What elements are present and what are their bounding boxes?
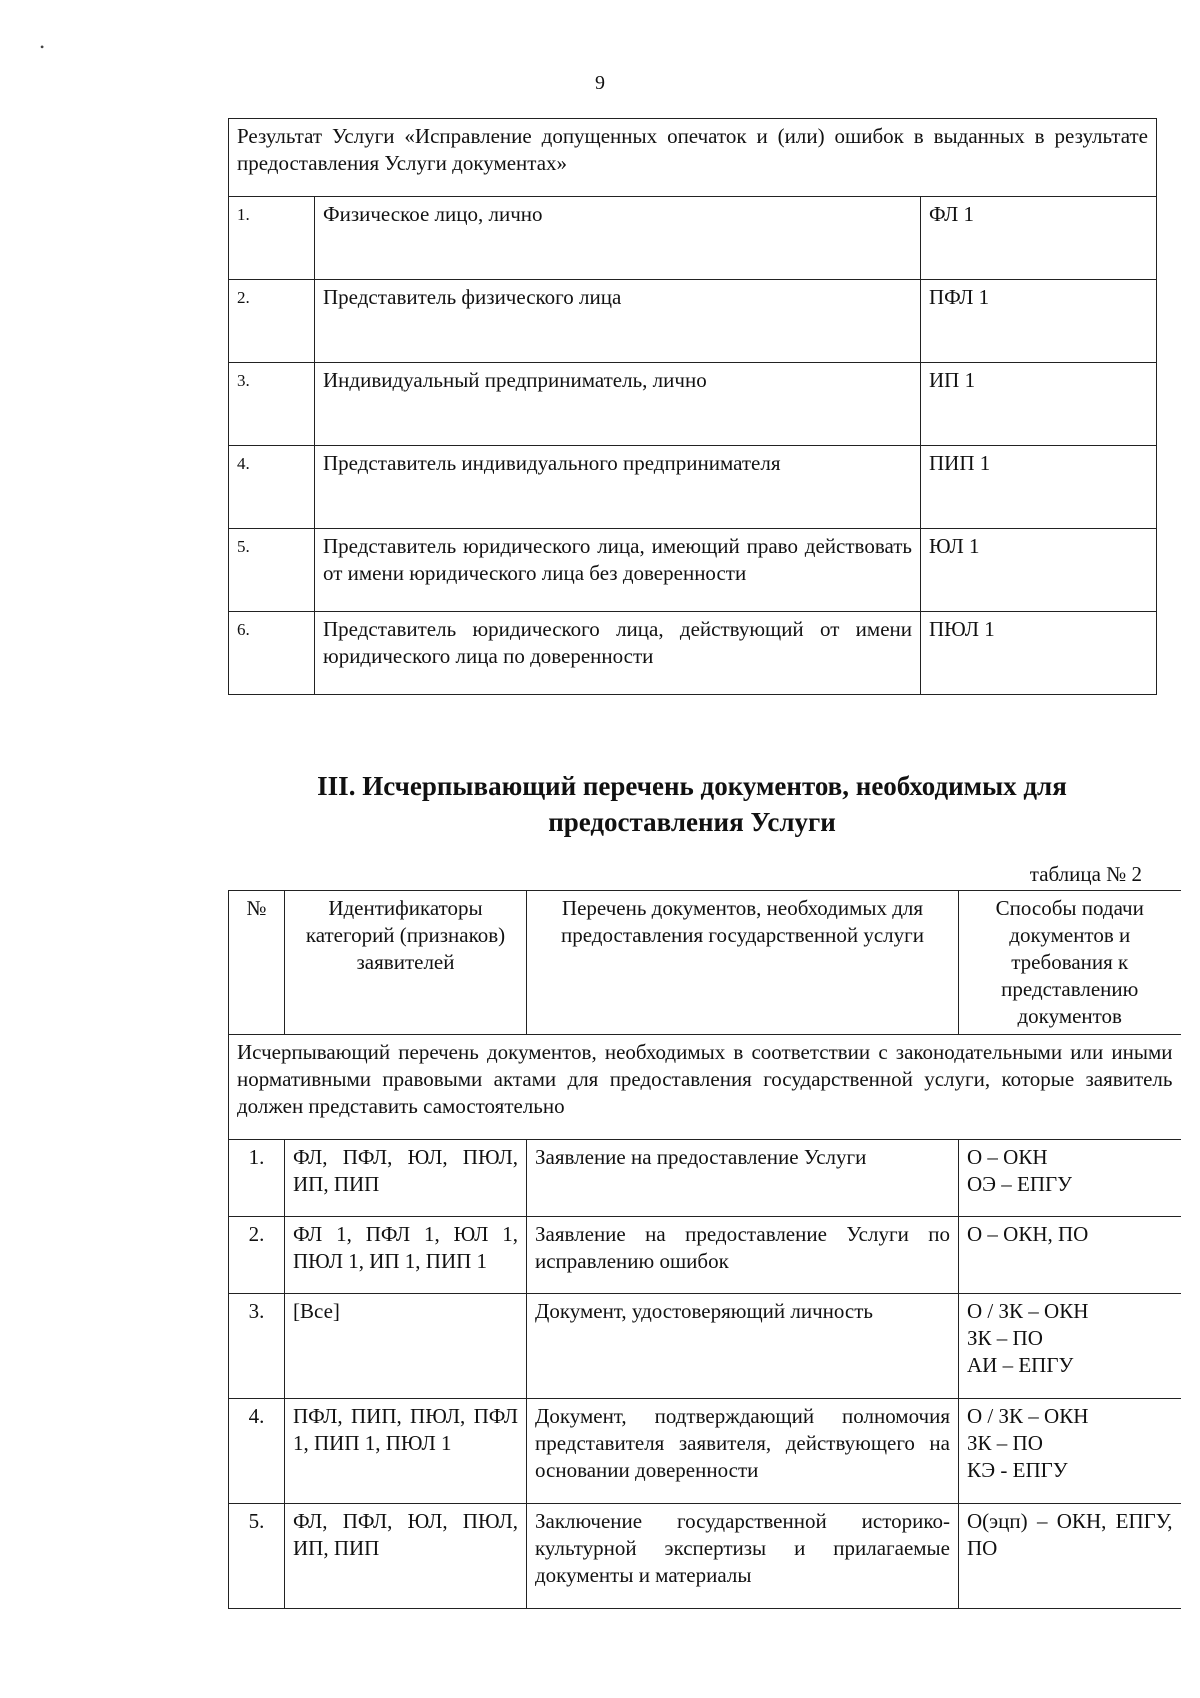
row-description: Представитель индивидуального предпринимателя: [315, 446, 921, 529]
row-methods: [959, 1140, 1181, 1217]
row-description: Представитель юридического лица, имеющий право действовать от имени юридического лица без доверенности: [315, 529, 921, 612]
row-identifiers: ФЛ, ПФЛ, ЮЛ, ПЮЛ, ИП, ПИП: [285, 1140, 527, 1217]
table-row: [229, 280, 1157, 363]
method-line: ЗК – ПО: [967, 1326, 1043, 1350]
row-methods: [959, 1294, 1181, 1399]
table-label: таблица № 2: [1029, 862, 1142, 886]
method-line: ОЭ – ЕПГУ: [967, 1172, 1073, 1196]
row-code: ПФЛ 1: [921, 280, 1157, 363]
method-line: О(эцп) – ОКН, ЕПГУ, ПО: [967, 1509, 1173, 1560]
result-table-header: Результат Услуги «Исправление допущенных опечаток и (или) ошибок в выданных в результате предоставления Услуги документах»: [229, 119, 1157, 197]
table-row: [229, 446, 1157, 529]
row-number: 4.: [229, 446, 315, 529]
header-number: №: [229, 891, 285, 1035]
table-row: [229, 197, 1157, 280]
row-number: 5.: [229, 529, 315, 612]
row-number: 2.: [229, 280, 315, 363]
row-description: Представитель юридического лица, действующий от имени юридического лица по доверенности: [315, 612, 921, 695]
section-span-text: Исчерпывающий перечень документов, необходимых в соответствии с законодательными или иными нормативными правовыми актами для предоставления государственной услуги, которые заявитель должен представить самостоятельно: [229, 1035, 1181, 1140]
scan-speck: •: [40, 40, 45, 54]
row-code: ПИП 1: [921, 446, 1157, 529]
method-line: КЭ - ЕПГУ: [967, 1458, 1068, 1482]
header-methods: Способы подачи документов и требования к представлению документов: [959, 891, 1181, 1035]
row-number: 4.: [229, 1399, 285, 1504]
row-number: 2.: [229, 1217, 285, 1294]
row-code: ПЮЛ 1: [921, 612, 1157, 695]
table-row: [229, 1140, 1181, 1217]
documents-table: [228, 890, 1181, 1609]
table-row: [229, 1294, 1181, 1399]
method-line: О – ОКН, ПО: [967, 1222, 1089, 1246]
result-table: [228, 118, 1157, 695]
row-number: 1.: [229, 197, 315, 280]
row-document: Заявление на предоставление Услуги: [527, 1140, 959, 1217]
row-methods: [959, 1217, 1181, 1294]
row-number: 3.: [229, 1294, 285, 1399]
row-number: 5.: [229, 1504, 285, 1609]
method-line: О – ОКН: [967, 1145, 1048, 1169]
row-document: Заключение государственной историко-культурной экспертизы и прилагаемые документы и материалы: [527, 1504, 959, 1609]
table-section-row: [229, 1035, 1181, 1140]
method-line: ЗК – ПО: [967, 1431, 1043, 1455]
row-code: ИП 1: [921, 363, 1157, 446]
row-identifiers: [Все]: [285, 1294, 527, 1399]
row-document: Документ, удостоверяющий личность: [527, 1294, 959, 1399]
row-number: 1.: [229, 1140, 285, 1217]
page-number: 9: [595, 72, 605, 94]
row-number: 6.: [229, 612, 315, 695]
method-line: О / ЗК – ОКН: [967, 1404, 1089, 1428]
row-methods: [959, 1399, 1181, 1504]
table-row: [229, 1504, 1181, 1609]
header-identifiers: Идентификаторы категорий (признаков) заявителей: [285, 891, 527, 1035]
row-document: Заявление на предоставление Услуги по исправлению ошибок: [527, 1217, 959, 1294]
row-identifiers: ПФЛ, ПИП, ПЮЛ, ПФЛ 1, ПИП 1, ПЮЛ 1: [285, 1399, 527, 1504]
row-number: 3.: [229, 363, 315, 446]
row-identifiers: ФЛ, ПФЛ, ЮЛ, ПЮЛ, ИП, ПИП: [285, 1504, 527, 1609]
row-description: Индивидуальный предприниматель, лично: [315, 363, 921, 446]
table-header-row: [229, 891, 1181, 1035]
row-code: ЮЛ 1: [921, 529, 1157, 612]
method-line: О / ЗК – ОКН: [967, 1299, 1089, 1323]
table-row: [229, 612, 1157, 695]
row-methods: [959, 1504, 1181, 1609]
row-description: Представитель физического лица: [315, 280, 921, 363]
row-document: Документ, подтверждающий полномочия представителя заявителя, действующего на основании доверенности: [527, 1399, 959, 1504]
row-code: ФЛ 1: [921, 197, 1157, 280]
table-row: [229, 1399, 1181, 1504]
row-description: Физическое лицо, лично: [315, 197, 921, 280]
section-title: III. Исчерпывающий перечень документов, необходимых для предоставления Услуги: [317, 771, 1067, 837]
table-row: [229, 529, 1157, 612]
method-line: АИ – ЕПГУ: [967, 1353, 1074, 1377]
table-row: [229, 1217, 1181, 1294]
table-row: [229, 363, 1157, 446]
row-identifiers: ФЛ 1, ПФЛ 1, ЮЛ 1, ПЮЛ 1, ИП 1, ПИП 1: [285, 1217, 527, 1294]
header-documents: Перечень документов, необходимых для предоставления государственной услуги: [527, 891, 959, 1035]
